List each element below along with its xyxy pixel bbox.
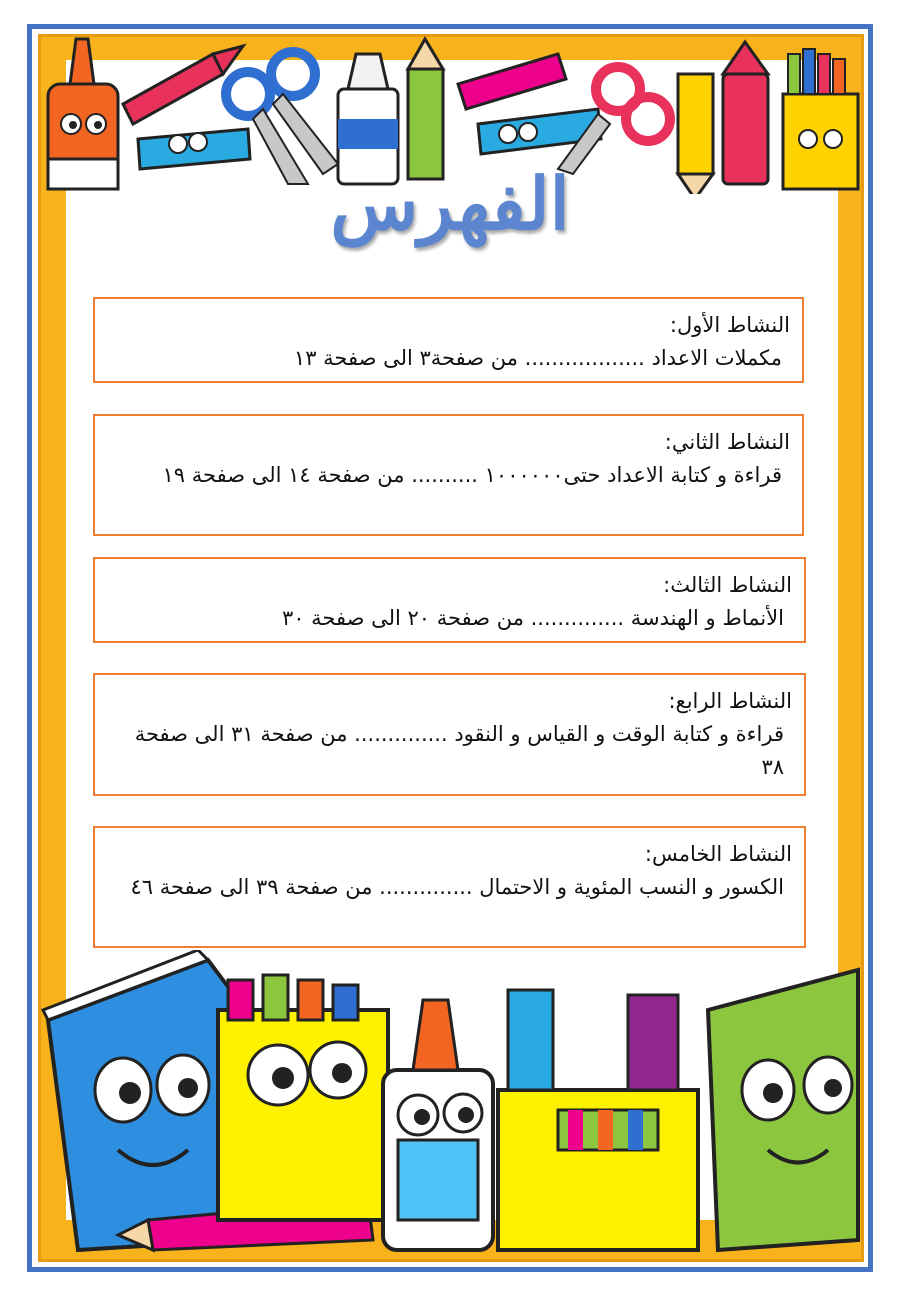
activity-heading: النشاط الأول: (669, 313, 790, 337)
activity-box-4 (93, 673, 806, 796)
blue-book-icon (43, 950, 238, 1250)
activity-heading: النشاط الثاني: (664, 430, 790, 454)
blue-crayon-icon (138, 129, 250, 169)
glue-bottle-center-icon (383, 1000, 493, 1250)
yellow-crayon-box-icon (218, 975, 388, 1220)
activity-description: قراءة و كتابة الوقت و القياس و النقود .............. من صفحة ٣١ الى صفحة ٣٨ (134, 722, 784, 779)
activity-heading: النشاط الخامس: (644, 842, 792, 866)
activity-description: مكملات الاعداد .................. من صفحة٣ الى صفحة ١٣ (293, 346, 782, 370)
scissors-icon (226, 52, 338, 184)
green-book-icon (708, 970, 858, 1250)
page-title: الفهرس (330, 161, 570, 246)
red-crayon-right-icon (723, 42, 768, 184)
pink-crayon-icon (458, 54, 566, 109)
activity-box-3 (93, 557, 806, 643)
activity-heading: النشاط الرابع: (668, 689, 792, 713)
activity-description: قراءة و كتابة الاعداد حتى١٠٠٠٠٠٠ .......... من صفحة ١٤ الى صفحة ١٩ (162, 463, 782, 487)
activity-description: الكسور و النسب المئوية و الاحتمال .............. من صفحة ٣٩ الى صفحة ٤٦ (130, 875, 784, 899)
bottom-stationery-illustration (38, 950, 864, 1262)
activity-description: الأنماط و الهندسة .............. من صفحة ٢٠ الى صفحة ٣٠ (281, 606, 784, 630)
glue-bottle-icon (48, 39, 118, 189)
activity-box-5 (93, 826, 806, 948)
activity-box-2 (93, 414, 804, 536)
crayon-box-bottom-icon (498, 990, 698, 1250)
activity-heading: النشاط الثالث: (663, 573, 792, 597)
green-pencil-icon (408, 39, 443, 179)
activity-box-1 (93, 297, 804, 383)
